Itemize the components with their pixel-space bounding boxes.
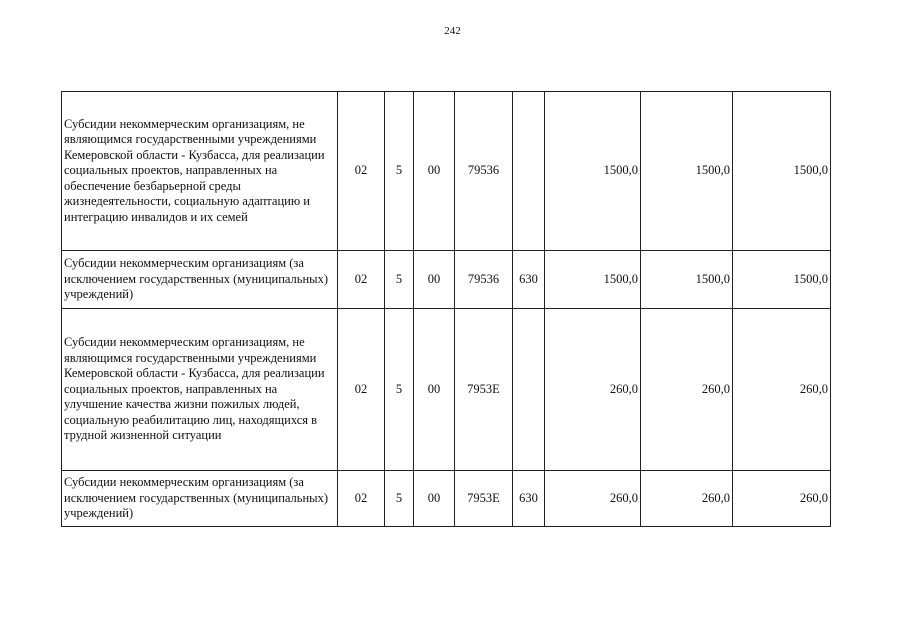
cell-direction: 79536 [455, 92, 513, 251]
page-number: 242 [444, 25, 461, 37]
cell-amount-1: 260,0 [545, 309, 641, 471]
row-name: Субсидии некоммерческим организациям (за исключением государственных (муниципальных) учреждений) [62, 471, 338, 527]
cell-expense-type [513, 92, 545, 251]
cell-amount-3: 1500,0 [733, 251, 831, 309]
budget-table [61, 91, 831, 527]
cell-expense-type [513, 309, 545, 471]
table-row [62, 309, 831, 471]
cell-amount-3: 260,0 [733, 471, 831, 527]
cell-amount-2: 260,0 [641, 309, 733, 471]
cell-expense-type: 630 [513, 471, 545, 527]
cell-program: 5 [385, 251, 414, 309]
cell-amount-3: 1500,0 [733, 92, 831, 251]
cell-direction: 7953E [455, 309, 513, 471]
cell-section: 02 [338, 251, 385, 309]
cell-section: 02 [338, 309, 385, 471]
cell-direction: 79536 [455, 251, 513, 309]
row-name: Субсидии некоммерческим организациям (за исключением государственных (муниципальных) учреждений) [62, 251, 338, 309]
cell-direction: 7953E [455, 471, 513, 527]
table-row [62, 251, 831, 309]
cell-amount-3: 260,0 [733, 309, 831, 471]
cell-subprogram: 00 [414, 471, 455, 527]
cell-subprogram: 00 [414, 309, 455, 471]
cell-program: 5 [385, 309, 414, 471]
cell-amount-1: 260,0 [545, 471, 641, 527]
cell-amount-2: 260,0 [641, 471, 733, 527]
cell-section: 02 [338, 471, 385, 527]
cell-amount-2: 1500,0 [641, 251, 733, 309]
cell-amount-2: 1500,0 [641, 92, 733, 251]
cell-subprogram: 00 [414, 92, 455, 251]
cell-expense-type: 630 [513, 251, 545, 309]
table-row [62, 92, 831, 251]
cell-program: 5 [385, 92, 414, 251]
cell-program: 5 [385, 471, 414, 527]
row-name: Субсидии некоммерческим организациям, не являющимся государственными учреждениями Кемеровской области - Кузбасса, для реализации социальных проектов, направленных на улучшение качества жизни пожилых людей, социальную реабилитацию лиц, находящихся в трудной жизненной ситуации [62, 309, 338, 471]
cell-subprogram: 00 [414, 251, 455, 309]
cell-section: 02 [338, 92, 385, 251]
table-row [62, 471, 831, 527]
cell-amount-1: 1500,0 [545, 251, 641, 309]
cell-amount-1: 1500,0 [545, 92, 641, 251]
row-name: Субсидии некоммерческим организациям, не являющимся государственными учреждениями Кемеровской области - Кузбасса, для реализации социальных проектов, направленных на обеспечение безбарьерной среды жизнедеятельности, социальную адаптацию и интеграцию инвалидов и их семей [62, 92, 338, 251]
